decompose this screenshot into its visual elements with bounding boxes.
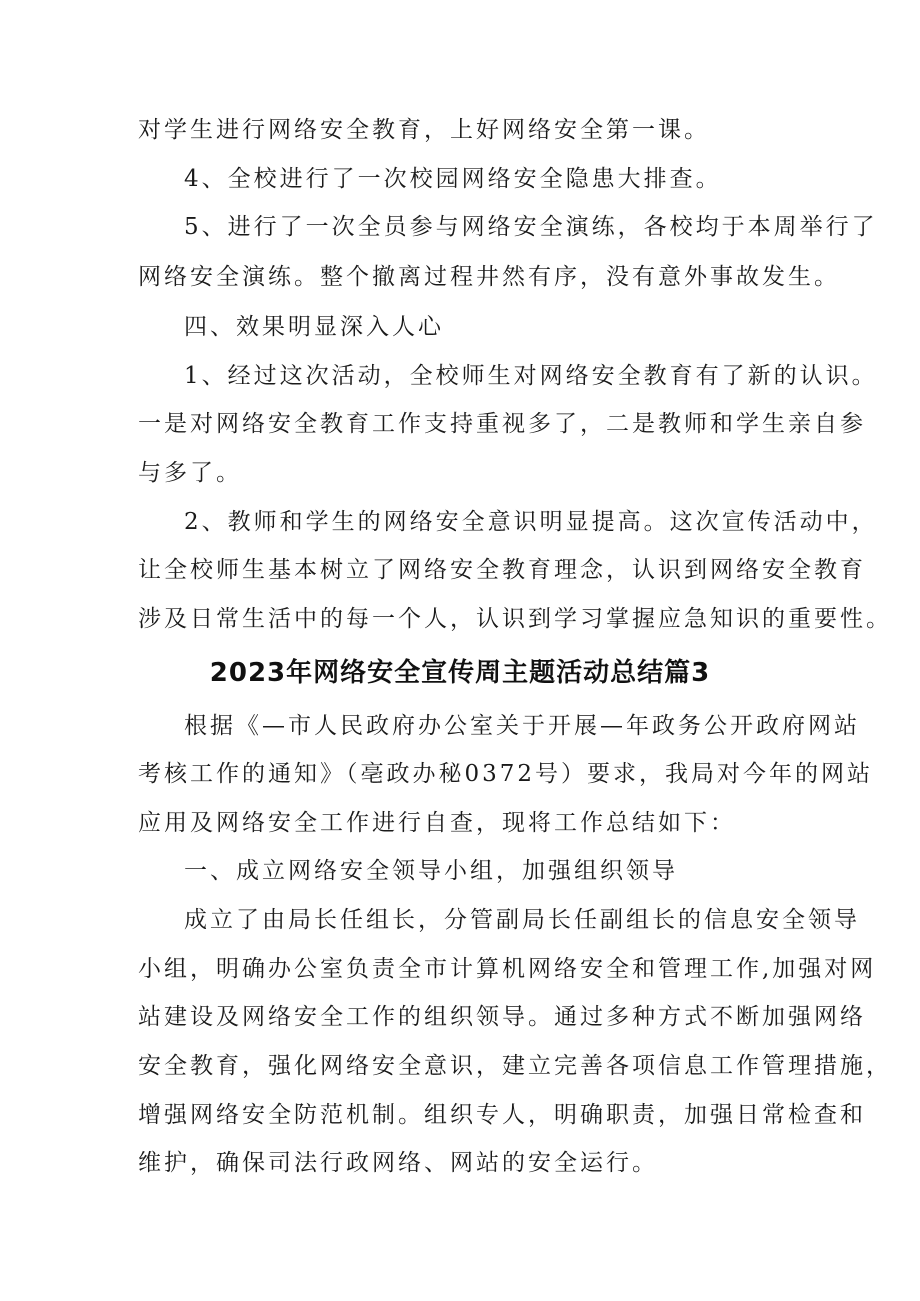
paragraph-line: 一是对网络安全教育工作支持重视多了，二是教师和学生亲自参: [138, 411, 866, 437]
paragraph-line: 根据《—市人民政府办公室关于开展—年政务公开政府网站: [184, 713, 860, 739]
paragraph-line: 让全校师生基本树立了网络安全教育理念，认识到网络安全教育: [138, 557, 866, 583]
paragraph-line: 增强网络安全防范机制。组织专人，明确职责，加强日常检查和: [138, 1102, 866, 1128]
section-title: 2023年网络安全宣传周主题活动总结篇3: [209, 658, 711, 688]
paragraph-line: 考核工作的通知》（亳政办秘0372号）要求，我局对今年的网站: [138, 761, 874, 787]
paragraph-line: 网络安全演练。整个撤离过程井然有序，没有意外事故发生。: [138, 264, 840, 290]
paragraph-line: 对学生进行网络安全教育，上好网络安全第一课。: [138, 117, 710, 143]
paragraph-line: 成立了由局长任组长，分管副局长任副组长的信息安全领导: [184, 907, 860, 933]
paragraph-line: 2、教师和学生的网络安全意识明显提高。这次宣传活动中，: [184, 509, 878, 535]
paragraph-line: 4、全校进行了一次校园网络安全隐患大排查。: [184, 166, 722, 192]
paragraph-line: 与多了。: [138, 460, 242, 486]
paragraph-line: 1、经过这次活动，全校师生对网络安全教育有了新的认识。: [184, 363, 878, 389]
section-heading: 四、效果明显深入人心: [184, 314, 444, 340]
paragraph-line: 维护，确保司法行政网络、网站的安全运行。: [138, 1150, 658, 1176]
paragraph-line: 涉及日常生活中的每一个人，认识到学习掌握应急知识的重要性。: [138, 606, 892, 632]
paragraph-line: 站建设及网络安全工作的组织领导。通过多种方式不断加强网络: [138, 1004, 866, 1030]
section-heading: 一、成立网络安全领导小组，加强组织领导: [184, 858, 678, 884]
paragraph-line: 小组，明确办公室负责全市计算机网络安全和管理工作,加强对网: [138, 956, 877, 982]
paragraph-line: 安全教育，强化网络安全意识，建立完善各项信息工作管理措施，: [138, 1053, 892, 1079]
paragraph-line: 5、进行了一次全员参与网络安全演练，各校均于本周举行了: [184, 214, 878, 240]
paragraph-line: 应用及网络安全工作进行自查，现将工作总结如下：: [138, 810, 736, 836]
